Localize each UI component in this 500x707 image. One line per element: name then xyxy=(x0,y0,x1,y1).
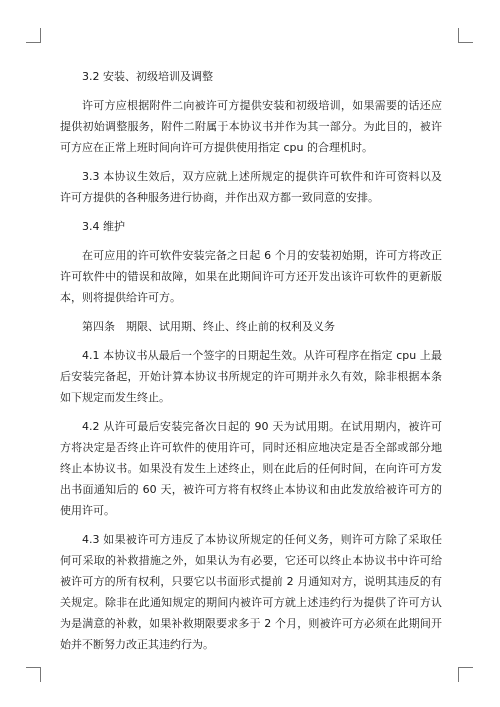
document-body xyxy=(60,66,442,663)
crop-mark-top-left xyxy=(26,28,41,43)
paragraph-3-4: 在可应用的许可软件安装完备之日起 6 个月的安装初始期，许可方将改正许可软件中的错误和故障，如果在此期间许可方还开发出该许可软件的更新版本，则将提供给许可方。 xyxy=(60,249,442,304)
crop-mark-top-right xyxy=(458,28,473,43)
paragraph-3-3: 3.3 本协议生效后，双方应就上述所规定的提供许可软件和许可资料以及许可方提供的各种服务进行协商，并作出双方都一致同意的安排。 xyxy=(60,170,442,204)
paragraph-4-3: 4.3 如果被许可方违反了本协议所规定的任何义务，则许可方除了采取任何可采取的补救措施之外，如果认为有必要，它还可以终止本协议书中许可给被许可方的所有权利，只要它以书面形式提前 2 月通知对方，说明其违反的有关规定。除非在此通知规定的期间内被许可方就上述违约行为提供了许可方认为是满意的补救，如果补救期限要求多于 2 个月，则被许可方必须在此期间开始并不断努力改正其违约行为。 xyxy=(60,533,442,651)
crop-mark-bottom-left xyxy=(26,667,41,682)
paragraph-3-2: 许可方应根据附件二向被许可方提供安装和初级培训，如果需要的话还应提供初始调整服务，附件二附属于本协议书并作为其一部分。为此目的，被许可方应在正常上班时间向许可方提供使用指定 cpu 的合理机时。 xyxy=(60,99,442,154)
paragraph-4-2: 4.2 从许可最后安装完备次日起的 90 天为试用期。在试用期内，被许可方将决定是否终止许可软件的使用许可，同时还相应地决定是否全部或部分地终止本协议书。如果没有发生上述终止，则在此后的任何时间，在向许可方发出书面通知后的 60 天，被许可方将有权终止本协议和由此发放给被许可方的使用许可。 xyxy=(60,420,442,517)
paragraph-4-1: 4.1 本协议书从最后一个签字的日期起生效。从许可程序在指定 cpu 上最后安装完备起，开始计算本协议书所规定的许可期并永久有效，除非根据本条如下规定而发生终止。 xyxy=(60,349,442,404)
crop-mark-bottom-right xyxy=(458,667,473,682)
section-heading-3-2: 3.2 安装、初级培训及调整 xyxy=(82,70,213,83)
article-heading-4: 第四条 期限、试用期、终止、终止前的权利及义务 xyxy=(82,320,335,333)
section-heading-3-4: 3.4 维护 xyxy=(82,220,125,233)
